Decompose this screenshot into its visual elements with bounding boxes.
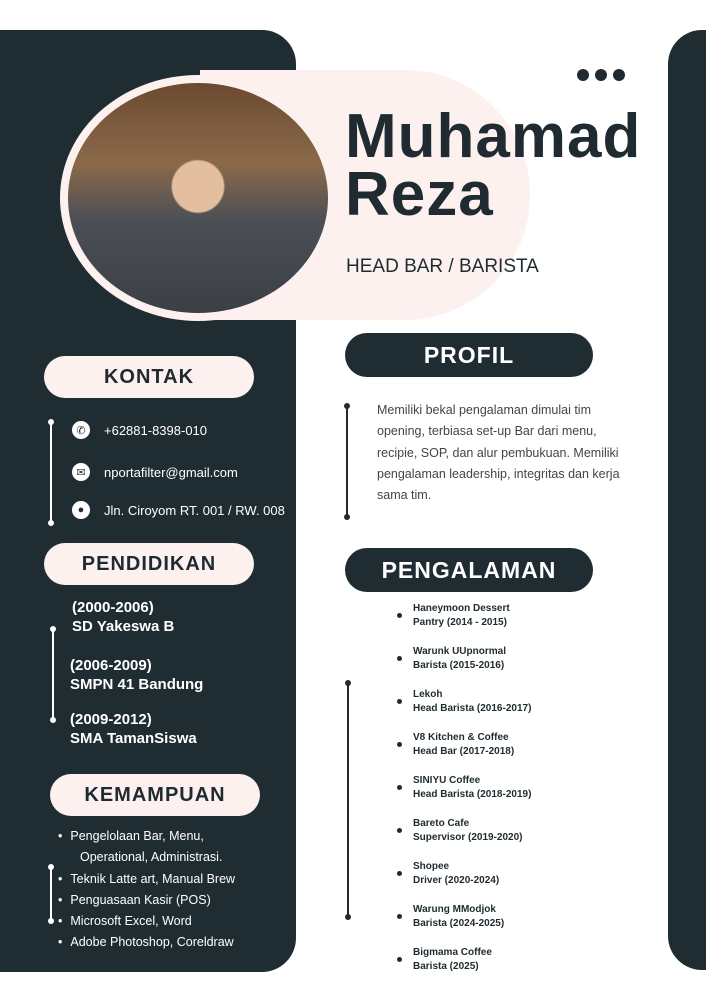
exp-detail: Supervisor (2019-2020)	[413, 832, 523, 843]
exp-detail: Barista (2015-2016)	[413, 660, 505, 671]
education-item	[72, 598, 174, 636]
exp-detail: Barista (2025)	[413, 961, 479, 972]
divider-line	[50, 421, 52, 524]
last-name: Reza	[345, 160, 494, 229]
exp-detail: Pantry (2014 - 2015)	[413, 617, 507, 628]
experience-item	[397, 946, 531, 989]
exp-detail: Barista (2024-2025)	[413, 918, 505, 929]
edu-school: SD Yakeswa B	[72, 618, 175, 635]
exp-place: Bigmama Coffee	[413, 947, 492, 958]
exp-detail: Head Bar (2017-2018)	[413, 746, 515, 757]
job-title: HEAD BAR / BARISTA	[346, 256, 539, 277]
profil-heading: PROFIL	[345, 333, 593, 377]
exp-place: Bareto Cafe	[413, 818, 470, 829]
pengalaman-heading: PENGALAMAN	[345, 548, 593, 592]
edu-years: (2006-2009)	[70, 657, 152, 674]
contact-email	[72, 463, 238, 481]
first-name: Muhamad	[345, 102, 642, 171]
phone-text: +62881-8398-010	[104, 422, 208, 438]
skill-item: • Teknik Latte art, Manual Brew	[58, 869, 235, 890]
edu-school: SMA TamanSiswa	[70, 730, 197, 747]
more-dots-icon	[577, 69, 625, 81]
avatar	[68, 83, 328, 313]
exp-place: Lekoh	[413, 689, 443, 700]
exp-detail: Driver (2020-2024)	[413, 875, 500, 886]
experience-item	[397, 688, 531, 731]
experience-item	[397, 774, 531, 817]
edu-years: (2000-2006)	[72, 599, 154, 616]
phone-icon: ✆	[72, 421, 90, 439]
exp-place: Warunk UUpnormal	[413, 646, 506, 657]
experience-item	[397, 645, 531, 688]
divider-line	[347, 682, 349, 918]
email-text: nportafilter@gmail.com	[104, 464, 238, 480]
address-text: Jln. Ciroyom RT. 001 / RW. 008	[104, 502, 285, 518]
pendidikan-heading: PENDIDIKAN	[44, 543, 254, 585]
skill-item: • Adobe Photoshop, Coreldraw	[58, 932, 235, 953]
skill-item: • Penguasaan Kasir (POS)	[58, 890, 235, 911]
exp-place: Haneymoon Dessert	[413, 603, 510, 614]
edu-years: (2009-2012)	[70, 711, 152, 728]
kemampuan-heading: KEMAMPUAN	[50, 774, 260, 816]
experience-item	[397, 602, 531, 645]
mail-icon: ✉	[72, 463, 90, 481]
exp-detail: Head Barista (2018-2019)	[413, 789, 532, 800]
education-item	[70, 656, 203, 694]
experience-list	[397, 602, 531, 989]
profile-photo	[60, 75, 336, 321]
skill-item: • Pengelolaan Bar, Menu,	[58, 826, 235, 847]
edu-school: SMPN 41 Bandung	[70, 676, 204, 693]
divider-line	[52, 628, 54, 721]
kontak-heading: KONTAK	[44, 356, 254, 398]
experience-item	[397, 903, 531, 946]
divider-line	[346, 405, 348, 518]
exp-place: SINIYU Coffee	[413, 775, 481, 786]
skills-list	[58, 826, 235, 954]
skill-item: Operational, Administrasi.	[80, 850, 223, 865]
experience-item	[397, 731, 531, 774]
exp-place: Warung MModjok	[413, 904, 496, 915]
experience-item	[397, 860, 531, 903]
experience-item	[397, 817, 531, 860]
exp-place: V8 Kitchen & Coffee	[413, 732, 509, 743]
exp-detail: Head Barista (2016-2017)	[413, 703, 532, 714]
right-decor-bar	[668, 30, 706, 970]
contact-phone	[72, 421, 207, 439]
divider-line	[50, 866, 52, 922]
profile-text: Memiliki bekal pengalaman dimulai tim opening, terbiasa set-up Bar dari menu, recipie, SOP, dan alur pembukuan. Memiliki pengalaman leadership, integritas dan kerja sama tim.	[377, 403, 620, 503]
exp-place: Shopee	[413, 861, 450, 872]
location-pin-icon: ●	[72, 501, 90, 519]
contact-address	[72, 501, 285, 519]
person-name	[345, 102, 642, 229]
education-item	[70, 710, 197, 748]
skill-item: • Microsoft Excel, Word	[58, 911, 235, 932]
